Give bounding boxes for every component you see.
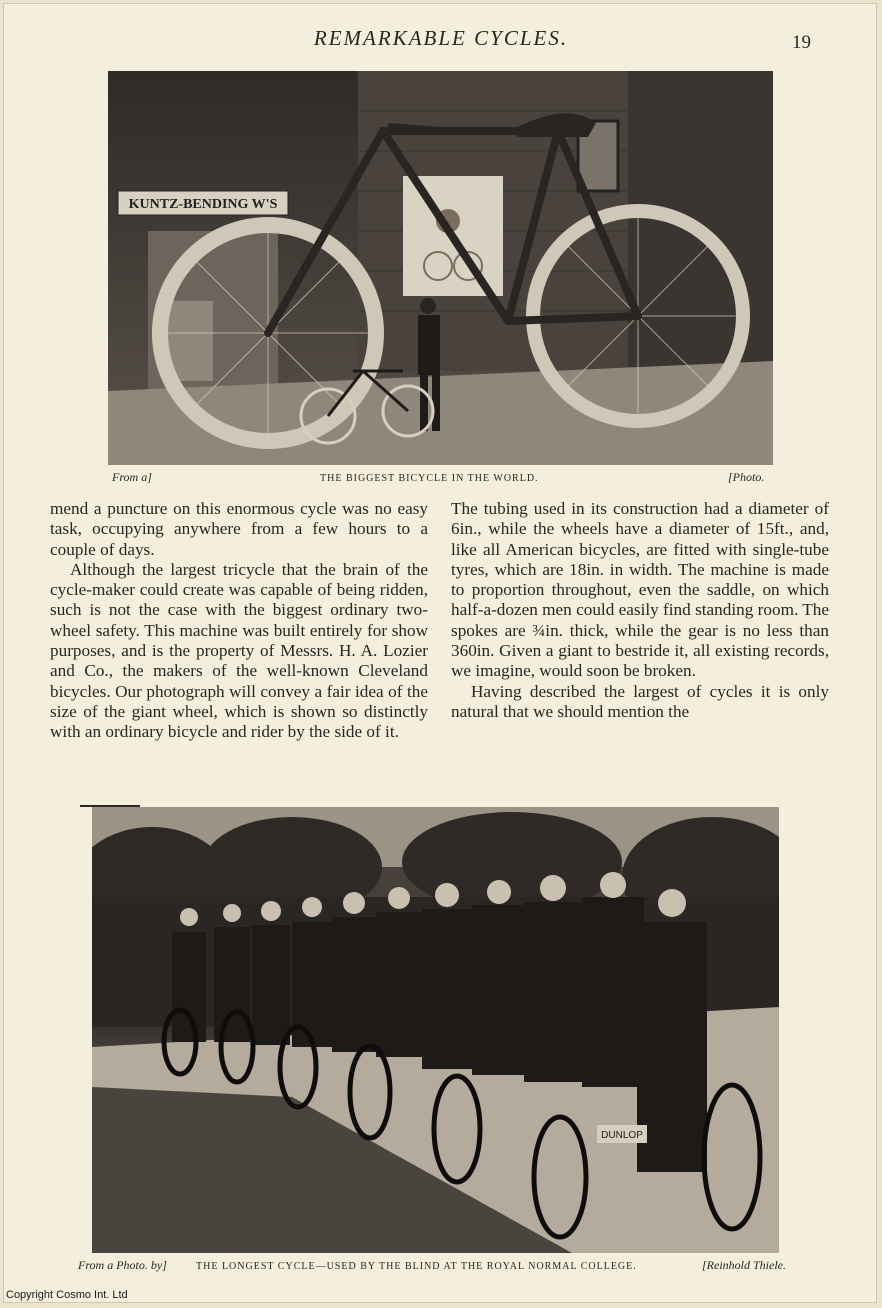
figure2-caption: THE LONGEST CYCLE—USED BY THE BLIND AT THE ROYAL NORMAL COLLEGE.	[196, 1261, 637, 1272]
figure2-credit-left: From a Photo. by]	[78, 1258, 167, 1272]
biggest-bicycle-photo	[108, 71, 773, 465]
text-column-left	[50, 499, 428, 743]
sign-text: KUNTZ-BENDING W'S	[128, 197, 278, 212]
running-title: REMARKABLE CYCLES.	[313, 26, 569, 50]
paragraph: Having described the largest of cycles it is only natural that we should mention the	[451, 681, 829, 721]
paragraph: Although the largest tricycle that the brain of the cycle-maker could create was capable of being ridden, such is not the case with the biggest ordinary two-wheel safety. This machine was built entirely for show purposes, and is the property of Messrs. H. A. Lozier and Co., the makers of the well-known Cleveland bicycles. Our photograph will convey a fair idea of the size of the giant wheel, which is shown so distinctly with an ordinary bicycle and rider by the side of it.	[50, 559, 428, 742]
paragraph: The tubing used in its construction had a diameter of 6in., while the wheels have a diameter of 15ft., and, like all American bicycles, are fitted with single-tube tyres, which are 18in. in width. The machine is made to proportion throughout, even the saddle, on which half-a-dozen men could easily find standing room. The spokes are ¾in. thick, while the gear is no less than 360in. Given a giant to bestride it, all existing records, we imagine, would soon be broken.	[451, 499, 829, 681]
paragraph: mend a puncture on this enormous cycle was no easy task, occupying anywhere from a few hours to a couple of days.	[50, 499, 428, 559]
text-column-right	[451, 499, 829, 722]
copyright-watermark: Copyright Cosmo Int. Ltd	[6, 1289, 128, 1301]
figure1-credit-right: [Photo.	[728, 470, 765, 484]
page-number: 19	[792, 32, 811, 53]
figure1-credit-left: From a]	[112, 470, 152, 484]
longest-cycle-photo	[92, 807, 779, 1253]
figure1-caption: THE BIGGEST BICYCLE IN THE WORLD.	[320, 473, 539, 484]
plate-label: DUNLOP	[601, 1130, 643, 1141]
figure2-credit-right: [Reinhold Thiele.	[702, 1258, 786, 1272]
